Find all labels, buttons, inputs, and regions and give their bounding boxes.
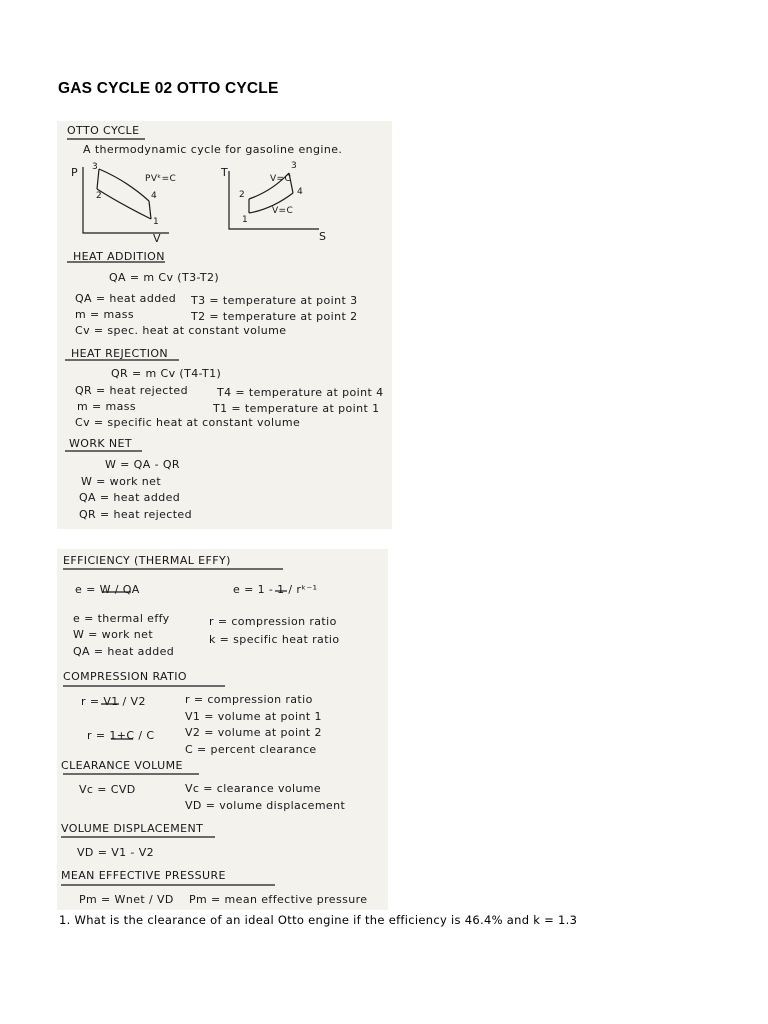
efficiency-def-right: r = compression ratio (209, 615, 337, 628)
heat-addition-def-right: T2 = temperature at point 2 (191, 310, 358, 323)
compression-ratio-def: V1 = volume at point 1 (185, 710, 322, 723)
heat-rejection-def: Cv = specific heat at constant volume (75, 416, 301, 429)
work-net-def: W = work net (81, 475, 162, 488)
work-net-formula: W = QA - QR (105, 458, 180, 471)
heat-addition-formula: QA = m Cv (T3-T2) (109, 271, 220, 284)
work-net-def: QA = heat added (79, 491, 181, 504)
pv-compression-curve (97, 189, 151, 219)
efficiency-formula-1: e = W / QA (75, 583, 140, 596)
compression-ratio-def: V2 = volume at point 2 (185, 726, 322, 739)
heat-rejection-def: QR = heat rejected (75, 384, 188, 397)
otto-cycle-heading: OTTO CYCLE (67, 124, 140, 137)
heat-addition-def: Cv = spec. heat at constant volume (75, 324, 287, 337)
efficiency-def-right: k = specific heat ratio (209, 633, 340, 646)
document-title: GAS CYCLE 02 OTTO CYCLE (58, 80, 279, 97)
pv-point-3: 3 (92, 162, 99, 172)
pv-point-4: 4 (151, 191, 158, 201)
work-net-def: QR = heat rejected (79, 508, 192, 521)
ts-axis-t-label: T (221, 166, 229, 179)
ts-point-1: 1 (242, 215, 249, 225)
mean-effective-pressure-heading: MEAN EFFECTIVE PRESSURE (61, 869, 226, 882)
ts-axis-s-label: S (319, 230, 327, 243)
work-net-heading: WORK NET (69, 437, 132, 450)
compression-ratio-formula-1: r = V1 / V2 (81, 695, 146, 708)
mean-effective-pressure-formula: Pm = Wnet / VD (79, 893, 174, 906)
pv-point-2: 2 (96, 191, 103, 201)
efficiency-formula-2: e = 1 - 1 / rᵏ⁻¹ (233, 583, 318, 596)
ts-point-2: 2 (239, 190, 246, 200)
pv-axis-v-label: V (153, 232, 161, 245)
clearance-volume-heading: CLEARANCE VOLUME (61, 759, 183, 772)
compression-ratio-heading: COMPRESSION RATIO (63, 670, 187, 683)
compression-ratio-formula-2: r = 1+C / C (87, 729, 155, 742)
heat-rejection-formula: QR = m Cv (T4-T1) (111, 367, 222, 380)
otto-efficiency-notes-sheet (57, 549, 388, 910)
compression-ratio-def: C = percent clearance (185, 743, 317, 756)
pv-point-1: 1 (153, 217, 160, 227)
clearance-volume-formula: Vc = CVD (79, 783, 136, 796)
volume-displacement-heading: VOLUME DISPLACEMENT (61, 822, 204, 835)
heat-rejection-def: m = mass (77, 400, 137, 413)
question-1: 1. What is the clearance of an ideal Otto engine if the efficiency is 46.4% and k = 1.3 (59, 913, 578, 927)
efficiency-def: e = thermal effy (73, 612, 170, 625)
ts-point-3: 3 (291, 161, 298, 171)
heat-rejection-heading: HEAT REJECTION (71, 347, 169, 360)
ts-constant-volume-bottom: V=C (272, 206, 294, 216)
pv-line-4-1 (149, 201, 151, 219)
otto-cycle-definition: A thermodynamic cycle for gasoline engine. (83, 143, 343, 156)
pv-axis-p-label: P (71, 166, 79, 179)
clearance-volume-def: VD = volume displacement (185, 799, 346, 812)
heat-addition-def-right: T3 = temperature at point 3 (191, 294, 358, 307)
clearance-volume-def: Vc = clearance volume (185, 782, 322, 795)
heat-addition-heading: HEAT ADDITION (73, 250, 165, 263)
efficiency-heading: EFFICIENCY (THERMAL EFFY) (63, 554, 231, 567)
mean-effective-pressure-def: Pm = mean effective pressure (189, 893, 368, 906)
efficiency-def: QA = heat added (73, 645, 175, 658)
heat-addition-def: QA = heat added (75, 292, 177, 305)
pv-expansion-curve (99, 169, 149, 201)
volume-displacement-formula: VD = V1 - V2 (77, 846, 155, 859)
ts-constant-volume-top: V=C (270, 174, 292, 184)
compression-ratio-def: r = compression ratio (185, 693, 313, 706)
heat-rejection-def-right: T4 = temperature at point 4 (217, 386, 384, 399)
heat-addition-def: m = mass (75, 308, 135, 321)
ts-point-4: 4 (297, 187, 304, 197)
pv-line-2-3 (97, 169, 99, 189)
efficiency-def: W = work net (73, 628, 154, 641)
heat-rejection-def-right: T1 = temperature at point 1 (213, 402, 380, 415)
pv-curve-label: PVᵏ=C (145, 174, 177, 184)
otto-cycle-notes-sheet (57, 121, 392, 529)
